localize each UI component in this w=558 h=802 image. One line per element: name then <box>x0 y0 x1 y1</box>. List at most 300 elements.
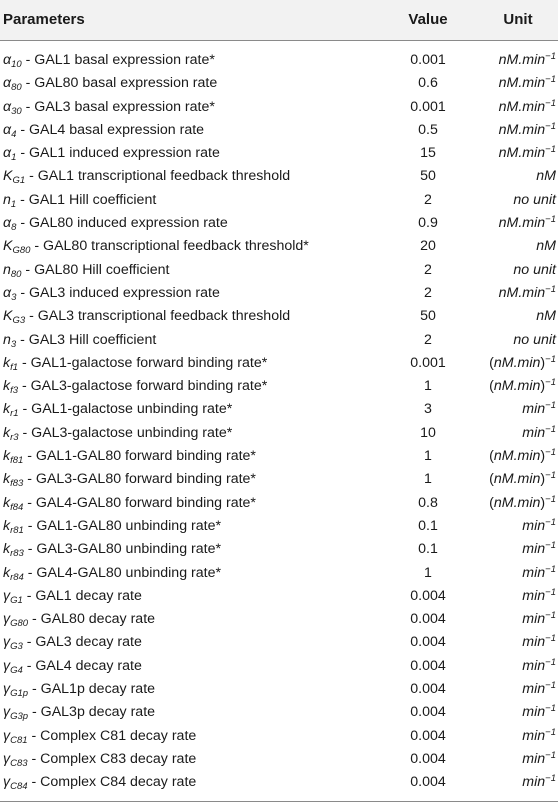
parameter-cell <box>3 468 256 491</box>
symbol-letter: k <box>3 517 11 534</box>
unit-exponent: −1 <box>545 773 556 785</box>
parameter-description: - GAL80 decay rate <box>28 611 156 628</box>
symbol-subscript: G3p <box>10 711 29 723</box>
unit-cell <box>476 422 558 445</box>
unit-text: nM <box>493 378 514 395</box>
value-cell: 0.001 <box>410 52 446 68</box>
symbol-letter: α <box>3 145 12 162</box>
unit-cell <box>476 701 558 724</box>
parameter-cell <box>3 725 196 748</box>
unit-cell <box>476 445 558 468</box>
table-row <box>0 515 558 538</box>
parameter-cell <box>3 119 204 142</box>
unit-text: min <box>522 727 546 744</box>
symbol-letter: γ <box>3 704 11 721</box>
value-cell: 2 <box>424 284 432 301</box>
unit-text: nM.min <box>498 145 546 162</box>
table-row <box>0 585 558 608</box>
symbol-letter: k <box>3 424 11 441</box>
value-cell: 0.1 <box>418 541 438 558</box>
table-row <box>0 235 558 258</box>
parameter-cell <box>3 235 309 258</box>
table-row <box>0 142 558 165</box>
symbol-letter: K <box>3 238 13 255</box>
parameter-cell <box>3 678 155 701</box>
parameter-symbol <box>3 518 24 534</box>
table-row <box>0 608 558 631</box>
symbol-letter: γ <box>3 774 11 791</box>
parameter-cell <box>3 771 196 794</box>
unit-text: nM <box>493 448 514 465</box>
value-cell: 0.004 <box>410 774 446 791</box>
parameter-symbol <box>3 471 24 490</box>
parameter-description: - GAL1p decay rate <box>28 681 156 698</box>
table-row <box>0 282 558 305</box>
parameter-description: - GAL3p decay rate <box>28 704 156 721</box>
symbol-subscript: G80 <box>10 618 29 630</box>
parameter-description: - GAL4-GAL80 forward binding rate* <box>23 494 256 511</box>
unit-cell <box>476 119 558 142</box>
unit-text: min <box>522 634 546 651</box>
symbol-subscript: G4 <box>10 664 23 676</box>
unit-cell <box>476 562 558 585</box>
parameter-cell <box>3 492 256 515</box>
parameter-symbol <box>3 588 23 604</box>
table-row <box>0 701 558 724</box>
value-cell: 0.1 <box>418 517 438 534</box>
table-row <box>0 72 558 95</box>
unit-text: min <box>522 401 546 418</box>
parameter-description: - GAL1 Hill coefficient <box>16 191 157 208</box>
symbol-letter: γ <box>3 587 11 604</box>
parameter-cell <box>3 142 220 165</box>
parameter-cell <box>3 189 156 212</box>
symbol-subscript: G80 <box>12 245 31 257</box>
unit-text: min <box>522 564 546 581</box>
parameter-description: - GAL3-GAL80 forward binding rate* <box>23 471 256 488</box>
value-cell: 0.001 <box>410 354 446 371</box>
table-row <box>0 119 558 142</box>
parameter-cell <box>3 701 155 724</box>
parameter-cell <box>3 608 155 631</box>
parameter-symbol <box>3 332 16 348</box>
parameter-cell <box>3 49 215 72</box>
unit-cell <box>476 585 558 608</box>
value-cell: 0.004 <box>410 704 446 721</box>
unit-text: min <box>522 657 546 674</box>
parameter-cell <box>3 165 290 188</box>
parameter-cell <box>3 375 267 398</box>
value-cell: 0.5 <box>418 121 438 138</box>
header-unit: Unit <box>503 11 533 28</box>
parameter-symbol <box>3 99 22 115</box>
unit-cell <box>476 515 558 538</box>
unit-text: nM <box>536 238 556 255</box>
parameter-symbol <box>3 728 28 744</box>
symbol-letter: γ <box>3 727 11 744</box>
value-cell: 0.004 <box>410 750 446 767</box>
unit-cell <box>476 748 558 771</box>
parameter-symbol <box>3 774 28 793</box>
parameter-symbol <box>3 285 16 301</box>
table-row <box>0 655 558 678</box>
unit-exponent: −1 <box>545 97 556 109</box>
unit-cell <box>476 375 558 398</box>
symbol-subscript: r1 <box>10 408 19 420</box>
unit-cell <box>476 282 558 305</box>
parameter-description: - GAL3 Hill coefficient <box>16 331 157 348</box>
unit-cell <box>476 259 558 282</box>
unit-text: no unit <box>513 191 556 208</box>
value-cell: 0.6 <box>418 75 438 92</box>
table-row <box>0 748 558 771</box>
value-cell: 0.004 <box>410 634 446 651</box>
value-cell: 50 <box>420 168 436 185</box>
unit-text: nM <box>493 354 514 371</box>
symbol-subscript: f81 <box>10 455 24 467</box>
table-row <box>0 212 558 235</box>
table-row <box>0 468 558 491</box>
header-value: Value <box>408 11 448 28</box>
symbol-letter: α <box>3 75 12 92</box>
unit-cell <box>476 771 558 794</box>
parameter-description: - GAL3 transcriptional feedback threshold <box>25 308 291 325</box>
unit-exponent: −1 <box>545 144 556 156</box>
table-header <box>0 0 558 41</box>
value-cell: 2 <box>424 191 432 208</box>
symbol-letter: α <box>3 121 12 138</box>
unit-prefix: ( <box>489 354 494 371</box>
unit-exponent: −1 <box>545 423 556 435</box>
symbol-subscript: C83 <box>10 757 28 769</box>
table-row <box>0 492 558 515</box>
unit-text: nM <box>536 308 556 325</box>
table-row <box>0 305 558 328</box>
unit-cell <box>476 678 558 701</box>
unit-text: min <box>522 541 546 558</box>
unit-exponent: −1 <box>545 656 556 668</box>
parameter-symbol <box>3 75 22 94</box>
parameter-description: - GAL3-galactose forward binding rate* <box>18 378 268 395</box>
symbol-letter: γ <box>3 657 11 674</box>
unit-text: nM.min <box>498 284 546 301</box>
unit-cell <box>476 212 558 235</box>
unit-text: nM <box>493 494 514 511</box>
value-cell: 20 <box>420 238 436 255</box>
table-row <box>0 352 558 375</box>
unit-exponent: −1 <box>545 493 556 505</box>
parameter-description: - GAL1-galactose unbinding rate* <box>18 401 233 418</box>
parameter-symbol <box>3 378 19 397</box>
unit-cell <box>476 608 558 631</box>
parameter-symbol <box>3 634 23 653</box>
unit-exponent: −1 <box>545 586 556 598</box>
unit-cell <box>476 72 558 95</box>
parameter-symbol <box>3 52 22 68</box>
parameter-cell <box>3 562 221 585</box>
unit-suffix: .min) <box>513 494 546 511</box>
value-cell: 15 <box>420 145 436 162</box>
symbol-subscript: G1p <box>10 688 29 700</box>
parameter-description: - GAL3 induced expression rate <box>16 284 220 301</box>
unit-prefix: ( <box>489 494 494 511</box>
symbol-subscript: G3 <box>12 315 26 327</box>
parameter-cell <box>3 305 290 328</box>
symbol-letter: k <box>3 494 11 511</box>
value-cell: 10 <box>420 424 436 441</box>
table-row <box>0 422 558 445</box>
parameter-symbol <box>3 122 16 138</box>
unit-cell <box>476 305 558 328</box>
symbol-subscript: f1 <box>10 361 19 373</box>
unit-text: min <box>522 750 546 767</box>
unit-exponent: −1 <box>545 447 556 459</box>
table-row <box>0 445 558 468</box>
parameter-symbol <box>3 238 31 257</box>
parameter-description: - GAL3 decay rate <box>22 634 142 651</box>
unit-cell <box>476 189 558 212</box>
unit-cell <box>476 655 558 678</box>
table-row <box>0 398 558 421</box>
parameter-symbol <box>3 192 16 208</box>
parameter-description: - GAL80 basal expression rate <box>21 75 218 92</box>
table-row <box>0 725 558 748</box>
parameter-description: - GAL1-GAL80 unbinding rate* <box>23 517 221 534</box>
parameter-cell <box>3 352 267 375</box>
parameter-description: - GAL1 induced expression rate <box>16 145 220 162</box>
symbol-letter: k <box>3 471 11 488</box>
symbol-letter: K <box>3 308 13 325</box>
table-row <box>0 771 558 794</box>
symbol-letter: k <box>3 354 11 371</box>
unit-text: min <box>522 517 546 534</box>
unit-cell <box>476 235 558 258</box>
parameter-symbol <box>3 401 19 420</box>
unit-exponent: −1 <box>545 400 556 412</box>
parameter-description: - GAL1 decay rate <box>22 587 142 604</box>
value-cell: 0.004 <box>410 587 446 604</box>
unit-exponent: −1 <box>545 74 556 86</box>
symbol-subscript: 30 <box>11 105 22 117</box>
unit-cell <box>476 352 558 375</box>
unit-text: nM.min <box>498 215 546 232</box>
value-cell: 1 <box>424 448 432 465</box>
symbol-letter: K <box>3 168 13 185</box>
table-row <box>0 631 558 654</box>
parameter-cell <box>3 445 256 468</box>
symbol-letter: γ <box>3 634 11 651</box>
parameter-symbol <box>3 145 17 164</box>
symbol-subscript: r81 <box>10 524 24 536</box>
parameter-description: - Complex C81 decay rate <box>27 727 197 744</box>
parameter-description: - GAL3-galactose unbinding rate* <box>18 424 233 441</box>
symbol-letter: γ <box>3 750 11 767</box>
unit-prefix: ( <box>489 378 494 395</box>
parameter-cell <box>3 282 220 305</box>
parameter-cell <box>3 422 232 445</box>
parameter-cell <box>3 329 156 352</box>
unit-exponent: −1 <box>545 353 556 365</box>
unit-text: min <box>522 774 546 791</box>
parameter-symbol <box>3 541 24 560</box>
unit-cell <box>476 631 558 654</box>
parameter-description: - GAL80 Hill coefficient <box>21 261 170 278</box>
parameter-description: - GAL4-GAL80 unbinding rate* <box>23 564 221 581</box>
parameter-description: - GAL4 decay rate <box>22 657 142 674</box>
unit-text: nM.min <box>498 75 546 92</box>
symbol-letter: γ <box>3 681 11 698</box>
parameter-symbol <box>3 168 26 187</box>
unit-exponent: −1 <box>545 610 556 622</box>
table-row <box>0 189 558 212</box>
unit-exponent: −1 <box>545 703 556 715</box>
parameter-symbol <box>3 262 21 278</box>
symbol-letter: γ <box>3 611 11 628</box>
unit-cell <box>476 725 558 748</box>
unit-text: min <box>522 424 546 441</box>
value-cell: 2 <box>424 331 432 348</box>
parameter-cell <box>3 96 215 119</box>
symbol-letter: k <box>3 448 11 465</box>
unit-exponent: −1 <box>545 633 556 645</box>
unit-text: min <box>522 587 546 604</box>
symbol-letter: n <box>3 331 11 348</box>
unit-suffix: .min) <box>513 378 546 395</box>
symbol-subscript: G1 <box>12 175 26 187</box>
parameter-description: - Complex C84 decay rate <box>27 774 197 791</box>
parameter-symbol <box>3 704 29 723</box>
unit-cell <box>476 492 558 515</box>
unit-cell <box>476 538 558 561</box>
table-row <box>0 329 558 352</box>
unit-suffix: .min) <box>513 354 546 371</box>
value-cell: 0.8 <box>418 494 438 511</box>
symbol-subscript: 8 <box>11 222 17 234</box>
table-row <box>0 96 558 119</box>
symbol-subscript: G3 <box>10 641 23 653</box>
symbol-subscript: 4 <box>11 128 17 140</box>
value-cell: 3 <box>424 401 432 418</box>
value-cell: 2 <box>424 261 432 278</box>
parameter-description: - Complex C83 decay rate <box>27 750 197 767</box>
symbol-subscript: 3 <box>10 338 17 350</box>
parameter-cell <box>3 585 142 608</box>
symbol-subscript: 1 <box>11 152 17 164</box>
unit-suffix: .min) <box>513 448 546 465</box>
unit-text: nM <box>536 168 556 185</box>
table-row <box>0 538 558 561</box>
value-cell: 0.004 <box>410 681 446 698</box>
parameter-description: - GAL1 transcriptional feedback threshold <box>25 168 291 185</box>
symbol-letter: k <box>3 541 11 558</box>
parameter-cell <box>3 72 217 95</box>
unit-cell <box>476 165 558 188</box>
parameter-symbol <box>3 611 29 630</box>
unit-exponent: −1 <box>545 214 556 226</box>
symbol-letter: α <box>3 215 12 232</box>
parameter-symbol <box>3 448 24 467</box>
unit-exponent: −1 <box>545 51 556 62</box>
unit-cell <box>476 468 558 491</box>
unit-exponent: −1 <box>545 680 556 692</box>
table-row <box>0 49 558 72</box>
unit-suffix: .min) <box>513 471 546 488</box>
value-cell: 1 <box>424 378 432 395</box>
parameter-cell <box>3 212 228 235</box>
value-cell: 1 <box>424 471 432 488</box>
parameter-description: - GAL3-GAL80 unbinding rate* <box>23 541 221 558</box>
unit-exponent: −1 <box>545 726 556 738</box>
unit-text: no unit <box>513 261 556 278</box>
symbol-letter: α <box>3 98 12 115</box>
unit-exponent: −1 <box>545 377 556 389</box>
header-parameters: Parameters <box>3 11 85 28</box>
parameter-symbol <box>3 565 24 581</box>
unit-text: min <box>522 704 546 721</box>
value-cell: 0.004 <box>410 611 446 628</box>
parameter-description: - GAL1-galactose forward binding rate* <box>18 354 268 371</box>
parameter-symbol <box>3 681 29 700</box>
parameter-symbol <box>3 308 26 327</box>
symbol-letter: α <box>3 284 12 301</box>
parameter-symbol <box>3 215 17 234</box>
symbol-subscript: 10 <box>11 59 22 70</box>
unit-cell <box>476 329 558 352</box>
value-cell: 1 <box>424 564 432 581</box>
parameter-description: - GAL4 basal expression rate <box>16 121 205 138</box>
value-cell: 0.004 <box>410 727 446 744</box>
unit-exponent: −1 <box>545 540 556 552</box>
parameter-symbol <box>3 425 19 441</box>
unit-exponent: −1 <box>545 120 556 132</box>
symbol-subscript: 3 <box>11 291 17 303</box>
unit-text: min <box>522 681 546 698</box>
table-row <box>0 562 558 585</box>
symbol-subscript: 1 <box>10 198 17 210</box>
table-row <box>0 678 558 701</box>
parameter-description: - GAL1-GAL80 forward binding rate* <box>23 448 256 465</box>
unit-prefix: ( <box>489 448 494 465</box>
symbol-subscript: 80 <box>10 268 22 280</box>
symbol-letter: α <box>3 52 12 68</box>
unit-cell <box>476 142 558 165</box>
unit-exponent: −1 <box>545 749 556 761</box>
parameter-cell <box>3 655 142 678</box>
parameter-cell <box>3 515 221 538</box>
value-cell: 0.9 <box>418 215 438 232</box>
unit-text: nM.min <box>498 121 546 138</box>
symbol-subscript: f83 <box>10 478 24 490</box>
symbol-subscript: G1 <box>10 594 23 606</box>
parameter-description: - GAL3 basal expression rate* <box>21 98 215 115</box>
table-row <box>0 375 558 398</box>
unit-exponent: −1 <box>545 563 556 575</box>
parameter-cell <box>3 398 232 421</box>
symbol-letter: k <box>3 564 11 581</box>
symbol-subscript: f84 <box>10 501 24 513</box>
value-cell: 0.004 <box>410 657 446 674</box>
symbol-subscript: r84 <box>10 571 24 583</box>
unit-cell <box>476 398 558 421</box>
table-body <box>0 41 558 795</box>
symbol-subscript: r3 <box>10 431 19 443</box>
parameter-cell <box>3 259 169 282</box>
symbol-letter: n <box>3 261 11 278</box>
unit-text: nM <box>493 471 514 488</box>
unit-cell <box>476 49 558 72</box>
table-row <box>0 259 558 282</box>
unit-exponent: −1 <box>545 470 556 482</box>
